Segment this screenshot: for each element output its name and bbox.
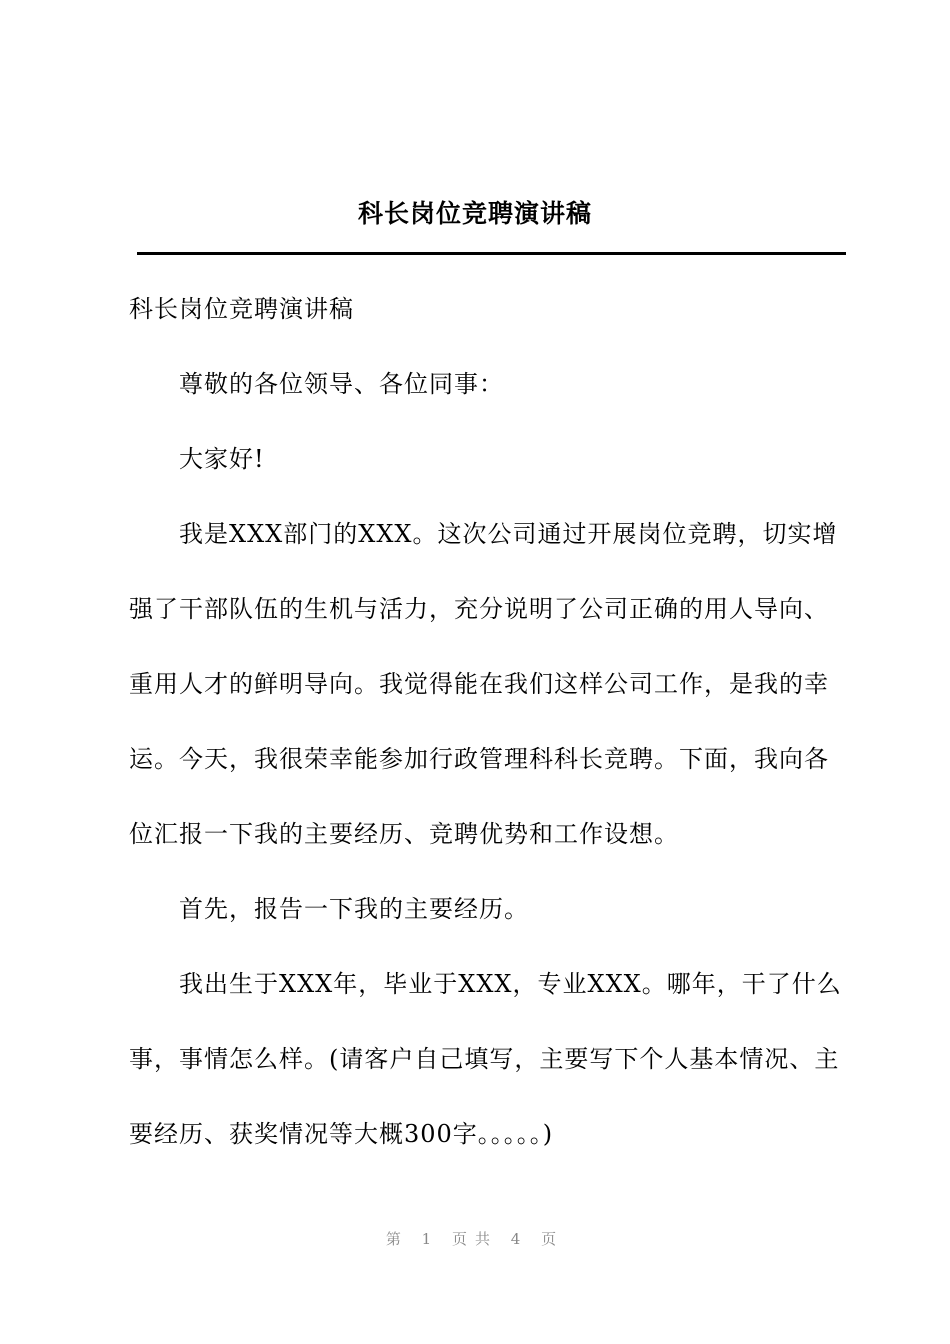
page-number-footer: 第 1 页共 4 页 [385,1230,565,1248]
page-title: 科长岗位竞聘演讲稿 [357,199,592,228]
intro-paragraph: 我是XXX部门的XXX。这次公司通过开展岗位竞聘，切实增强了干部队伍的生机与活力，充分说明了公司正确的用人导向、重用人才的鲜明导向。我觉得能在我们这样公司工作，是我的幸运。今天，我很荣幸能参加行政管理科科长竞聘。下面，我向各位汇报一下我的主要经历、竞聘优势和工作设想。 [129,520,838,848]
experience-paragraph: 我出生于XXX年，毕业于XXX，专业XXX。哪年，干了什么事，事情怎么样。(请客户自己填写，主要写下个人基本情况、主要经历、获奖情况等大概300字。。。。。) [129,970,842,1148]
body-heading: 科长岗位竞聘演讲稿 [129,295,354,323]
document-body [129,272,845,1172]
title-divider [137,252,846,255]
experience-heading-paragraph: 首先，报告一下我的主要经历。 [179,895,529,923]
greeting-paragraph: 大家好! [179,445,265,473]
salutation-paragraph: 尊敬的各位领导、各位同事： [179,370,504,398]
